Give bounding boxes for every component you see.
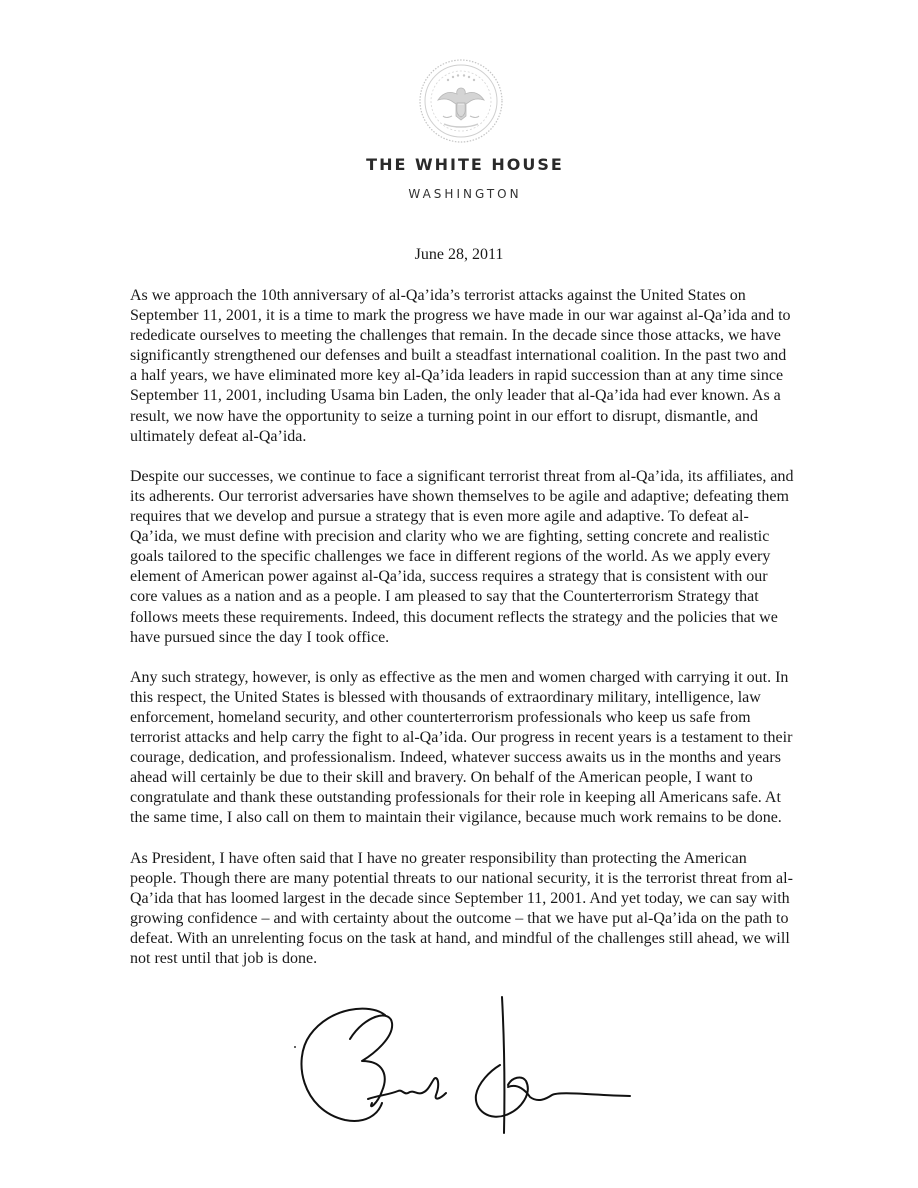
letterhead-city: WASHINGTON xyxy=(408,187,522,201)
letterhead-organization: THE WHITE HOUSE xyxy=(366,155,564,174)
paragraph-2: Despite our successes, we continue to face a significant terrorist threat from al-Qa’ida, its affiliates, and its adherents. Our terrorist adversaries have shown themselves to be agile and adaptive; defeating them requires that we develop and pursue a strategy that is even more agile and adaptive. To defeat al-Qa’ida, we must define with precision and clarity who we are fighting, setting concrete and realistic goals tailored to the specific challenges we face in different regions of the world. As we apply every element of American power against al-Qa’ida, success requires a strategy that is consistent with our core values as a nation and as a people. I am pleased to say that the Counterterrorism Strategy that follows meets these requirements. Indeed, this document reflects the strategy and the policies that we have pursued since the day I took office. xyxy=(130,467,794,646)
paragraph-1: As we approach the 10th anniversary of al-Qa’ida’s terrorist attacks against the United States on September 11, 2001, it is a time to mark the progress we have made in our war against al-Qa’ida and to rededicate ourselves to meeting the challenges that remain. In the decade since those attacks, we have significantly strengthened our defenses and built a steadfast international coalition. In the past two and a half years, we have eliminated more key al-Qa’ida leaders in rapid succession than at any time since September 11, 2001, including Usama bin Laden, the only leader that al-Qa’ida had ever known. As a result, we now have the opportunity to seize a turning point in our effort to disrupt, dismantle, and ultimately defeat al-Qa’ida. xyxy=(130,287,791,445)
handwritten-signature xyxy=(290,995,640,1135)
presidential-seal-icon xyxy=(418,58,504,144)
paragraph-3: Any such strategy, however, is only as effective as the men and women charged with carrying it out. In this respect, the United States is blessed with thousands of extraordinary military, intelligence, law enforcement, homeland security, and other counterterrorism professionals who keep us safe from terrorist attacks and help carry the fight to al-Qa’ida. Our progress in recent years is a testament to their courage, dedication, and professionalism. Indeed, whatever success awaits us in the months and years ahead will certainly be due to their skill and bravery. On behalf of the American people, I want to congratulate and thank these outstanding professionals for their role in keeping all Americans safe. At the same time, I also call on them to maintain their vigilance, because much work remains to be done. xyxy=(130,668,793,827)
letter-date: June 28, 2011 xyxy=(414,246,504,263)
letter-body xyxy=(130,286,795,989)
paragraph-4: As President, I have often said that I have no greater responsibility than protecting the American people. Though there are many potential threats to our national security, it is the terrorist threat from al-Qa’ida that has loomed largest in the decade since September 11, 2001. And yet today, we can say with growing confidence – and with certainty about the outcome – that we have put al-Qa’ida on the path to defeat. With an unrelenting focus on the task at hand, and mindful of the challenges still ahead, we will not rest until that job is done. xyxy=(130,849,793,968)
